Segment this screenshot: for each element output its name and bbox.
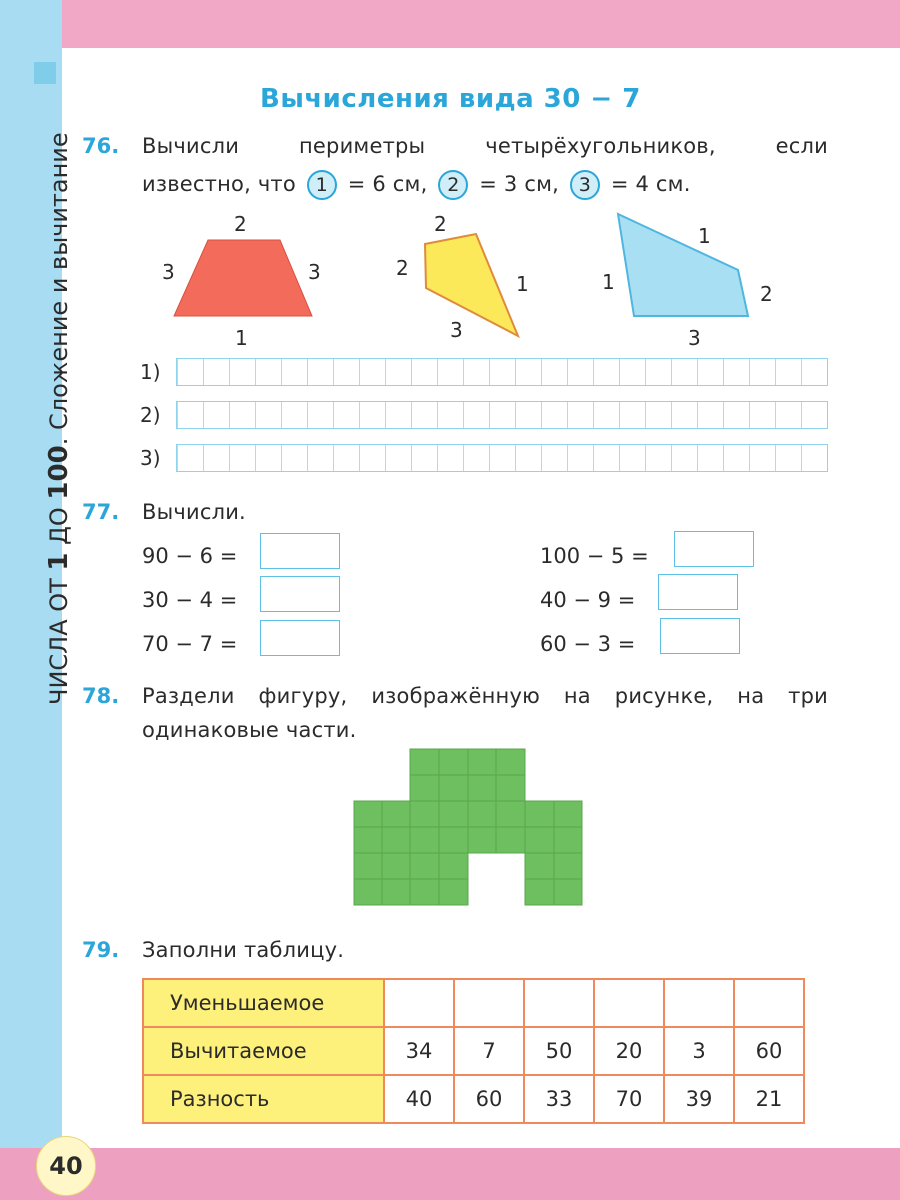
shape1-label-left: 3 xyxy=(162,260,175,284)
table-cell[interactable] xyxy=(384,979,454,1027)
shape2-label-left: 2 xyxy=(396,256,409,280)
task-77-heading: Вычисли. xyxy=(142,500,246,524)
task-76-line2: известно, что 1 = 6 см, 2 = 3 см, 3 = 4 см. xyxy=(142,170,691,200)
equation-left-3: 70 − 7 = xyxy=(142,632,238,656)
equation-left-1: 90 − 6 = xyxy=(142,544,238,568)
answer-box-right-2[interactable] xyxy=(658,574,738,610)
shape1-label-right: 3 xyxy=(308,260,321,284)
row-header-subtrahend: Вычитаемое xyxy=(143,1027,384,1075)
shape1-label-top: 2 xyxy=(234,212,247,236)
circle-3: 3 xyxy=(570,170,600,200)
row-label-2: 2) xyxy=(140,403,161,427)
table-cell: 7 xyxy=(454,1027,524,1075)
table-cell: 70 xyxy=(594,1075,664,1123)
answer-box-left-2[interactable] xyxy=(260,576,340,612)
task-77-number: 77. xyxy=(82,500,120,524)
table-cell[interactable] xyxy=(454,979,524,1027)
table-row xyxy=(143,1027,804,1075)
answer-box-right-3[interactable] xyxy=(660,618,740,654)
answer-box-left-3[interactable] xyxy=(260,620,340,656)
row-label-1: 1) xyxy=(140,360,161,384)
table-cell[interactable] xyxy=(734,979,804,1027)
side-square xyxy=(34,62,56,84)
answer-grid-2[interactable] xyxy=(176,401,828,429)
task-76-line1: Вычисли периметры четырёхугольников, если xyxy=(142,134,828,158)
task-78-line1: Раздели фигуру, изображённую на рисунке, на три xyxy=(142,684,828,708)
table-cell[interactable] xyxy=(664,979,734,1027)
task-78-number: 78. xyxy=(82,684,120,708)
table-cell: 3 xyxy=(664,1027,734,1075)
row-header-minuend: Уменьшаемое xyxy=(143,979,384,1027)
shape1-label-bottom: 1 xyxy=(235,326,248,350)
shape3-label-right: 2 xyxy=(760,282,773,306)
blue-quad-shape xyxy=(618,214,748,316)
table-cell: 60 xyxy=(734,1027,804,1075)
equation-left-2: 30 − 4 = xyxy=(142,588,238,612)
trapezoid-shape xyxy=(174,240,312,316)
page-title: Вычисления вида 30 − 7 xyxy=(260,84,641,114)
bottom-band xyxy=(0,1148,900,1200)
task-79-number: 79. xyxy=(82,938,120,962)
shape3-label-bottom: 3 xyxy=(688,326,701,350)
subtraction-table xyxy=(142,978,805,1124)
table-cell: 60 xyxy=(454,1075,524,1123)
equation-right-2: 40 − 9 = xyxy=(540,588,636,612)
top-band xyxy=(0,0,900,48)
table-row xyxy=(143,1075,804,1123)
table-row xyxy=(143,979,804,1027)
answer-box-left-1[interactable] xyxy=(260,533,340,569)
kite-shape xyxy=(425,234,518,336)
answer-grid-3[interactable] xyxy=(176,444,828,472)
shape3-label-left: 1 xyxy=(602,270,615,294)
table-cell: 50 xyxy=(524,1027,594,1075)
table-cell: 21 xyxy=(734,1075,804,1123)
table-cell: 34 xyxy=(384,1027,454,1075)
page-number: 40 xyxy=(36,1136,96,1196)
table-cell: 33 xyxy=(524,1075,594,1123)
circle-2: 2 xyxy=(438,170,468,200)
equation-right-1: 100 − 5 = xyxy=(540,544,649,568)
shape2-label-top: 2 xyxy=(434,212,447,236)
task-79-heading: Заполни таблицу. xyxy=(142,938,345,962)
table-cell[interactable] xyxy=(594,979,664,1027)
table-cell: 39 xyxy=(664,1075,734,1123)
equation-right-3: 60 − 3 = xyxy=(540,632,636,656)
answer-box-right-1[interactable] xyxy=(674,531,754,567)
task-78-line2: одинаковые части. xyxy=(142,718,357,742)
shape2-label-bottom: 3 xyxy=(450,318,463,342)
answer-grid-1[interactable] xyxy=(176,358,828,386)
section-title: ЧИСЛА ОТ 1 ДО 100. Сложение и вычитание xyxy=(44,132,74,705)
circle-1: 1 xyxy=(307,170,337,200)
table-cell: 40 xyxy=(384,1075,454,1123)
row-header-difference: Разность xyxy=(143,1075,384,1123)
shape2-label-right: 1 xyxy=(516,272,529,296)
shape3-label-top: 1 xyxy=(698,224,711,248)
green-figure xyxy=(350,745,590,910)
table-cell[interactable] xyxy=(524,979,594,1027)
row-label-3: 3) xyxy=(140,446,161,470)
quadrilaterals-figure xyxy=(150,200,830,350)
table-cell: 20 xyxy=(594,1027,664,1075)
task-76-number: 76. xyxy=(82,134,120,158)
